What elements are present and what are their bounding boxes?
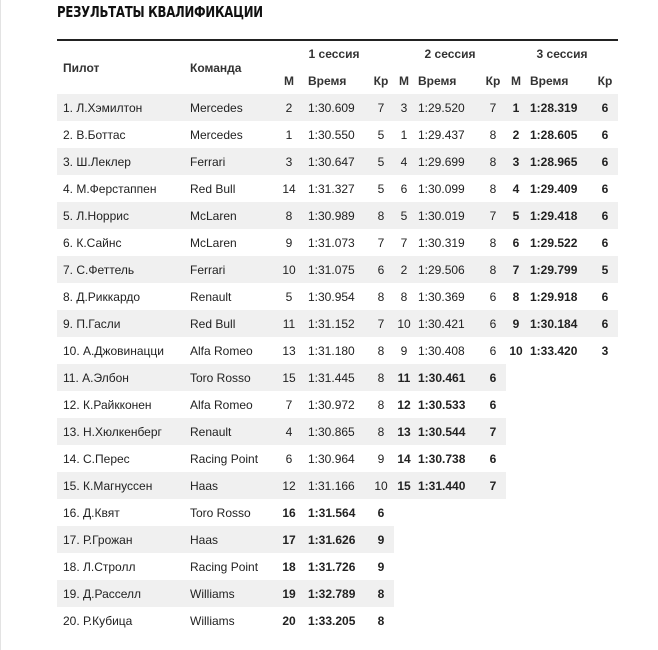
cell-s1-pos: 5 bbox=[285, 289, 293, 304]
cell-s3-pos: 1 bbox=[506, 94, 526, 121]
cell-s1-pos: 16 bbox=[282, 505, 296, 520]
cell-pilot: 7. С.Феттель bbox=[57, 256, 185, 283]
cell-s1-pos: 2 bbox=[274, 94, 304, 121]
cell-pilot: 3. Ш.Леклер bbox=[57, 148, 185, 175]
cell-team: Racing Point bbox=[190, 559, 259, 574]
cell-team: Red Bull bbox=[190, 181, 236, 196]
cell-team: Haas bbox=[185, 472, 274, 499]
cell-s3-laps: 3 bbox=[601, 343, 609, 358]
col-header-s3-laps: Кр bbox=[597, 73, 613, 88]
cell-s1-pos: 19 bbox=[274, 580, 304, 607]
cell-s3-laps: 6 bbox=[592, 148, 618, 175]
cell-team: Racing Point bbox=[190, 451, 259, 466]
table-row bbox=[57, 148, 618, 175]
cell-s2-laps: 6 bbox=[489, 451, 497, 466]
cell-s3-laps: 6 bbox=[601, 181, 609, 196]
cell-pilot: 20. Р.Кубица bbox=[63, 613, 133, 628]
cell-s2-time: 1:30.533 bbox=[418, 397, 466, 412]
cell-s1-time: 1:32.789 bbox=[304, 580, 368, 607]
cell-s1-laps: 7 bbox=[377, 235, 385, 250]
cell-s3-pos: 5 bbox=[506, 202, 526, 229]
cell-s1-pos: 12 bbox=[274, 472, 304, 499]
cell-s1-time: 1:33.205 bbox=[308, 613, 356, 628]
cell-s2-pos: 10 bbox=[394, 310, 414, 337]
cell-s2-time: 1:30.099 bbox=[418, 181, 465, 196]
cell-s1-laps: 7 bbox=[368, 310, 394, 337]
cell-pilot: 5. Л.Норрис bbox=[57, 202, 185, 229]
cell-team: Williams bbox=[190, 613, 235, 628]
cell-s2-laps: 8 bbox=[489, 127, 497, 142]
cell-s1-pos: 4 bbox=[274, 418, 304, 445]
cell-s3-laps: 6 bbox=[601, 235, 609, 250]
cell-s2-laps: 6 bbox=[489, 289, 497, 304]
cell-s3-time: 1:29.522 bbox=[530, 235, 578, 250]
col-header-session-3: 3 сессия bbox=[506, 40, 618, 67]
cell-s3-pos: 4 bbox=[512, 181, 520, 196]
cell-team: Haas bbox=[185, 526, 274, 553]
cell-s2-pos: 1 bbox=[400, 127, 408, 142]
cell-s2-laps: 6 bbox=[489, 397, 497, 412]
cell-s1-time: 1:31.180 bbox=[308, 343, 355, 358]
cell-s2-time: 1:30.319 bbox=[418, 235, 465, 250]
cell-pilot: 13. Н.Хюлкенберг bbox=[57, 418, 185, 445]
cell-s1-laps: 8 bbox=[368, 580, 394, 607]
cell-team: Mercedes bbox=[185, 94, 274, 121]
cell-team: Alfa Romeo bbox=[190, 397, 253, 412]
cell-s1-time: 1:31.073 bbox=[308, 235, 355, 250]
cell-s1-pos: 15 bbox=[274, 364, 304, 391]
cell-team: Renault bbox=[185, 418, 274, 445]
cell-s1-pos: 8 bbox=[274, 202, 304, 229]
header-row-sessions bbox=[57, 40, 618, 67]
qualifying-results-table bbox=[57, 39, 618, 634]
cell-team: Ferrari bbox=[185, 148, 274, 175]
cell-s3-pos: 3 bbox=[506, 148, 526, 175]
cell-s1-time: 1:30.550 bbox=[308, 127, 355, 142]
col-header-team: Команда bbox=[185, 40, 274, 94]
cell-s1-time: 1:31.445 bbox=[304, 364, 368, 391]
cell-s2-time: 1:30.019 bbox=[414, 202, 480, 229]
cell-s2-time: 1:30.461 bbox=[414, 364, 480, 391]
cell-s2-laps: 8 bbox=[489, 235, 497, 250]
cell-s2-time: 1:30.544 bbox=[414, 418, 480, 445]
cell-s2-laps: 7 bbox=[480, 418, 506, 445]
table-row bbox=[57, 283, 618, 310]
cell-s3-pos: 2 bbox=[512, 127, 520, 142]
cell-s3-pos: 10 bbox=[509, 343, 523, 358]
cell-pilot: 18. Л.Стролл bbox=[63, 559, 136, 574]
cell-s1-pos: 17 bbox=[274, 526, 304, 553]
cell-s1-laps: 5 bbox=[368, 148, 394, 175]
cell-s2-laps: 6 bbox=[489, 343, 497, 358]
cell-s2-time: 1:29.699 bbox=[414, 148, 480, 175]
cell-pilot: 12. К.Райкконен bbox=[63, 397, 152, 412]
cell-s2-laps: 7 bbox=[480, 202, 506, 229]
results-body bbox=[57, 94, 618, 634]
cell-s1-laps: 8 bbox=[377, 397, 385, 412]
cell-s2-pos: 5 bbox=[394, 202, 414, 229]
cell-s2-laps: 6 bbox=[480, 364, 506, 391]
cell-s3-laps: 6 bbox=[592, 310, 618, 337]
cell-s2-pos: 13 bbox=[394, 418, 414, 445]
cell-s1-pos: 18 bbox=[282, 559, 296, 574]
cell-team: McLaren bbox=[190, 235, 237, 250]
table-row bbox=[57, 472, 618, 499]
col-header-s1-laps: Кр bbox=[373, 73, 389, 88]
cell-s3-time: 1:33.420 bbox=[530, 343, 578, 358]
table-row bbox=[57, 364, 618, 391]
cell-s2-time: 1:30.421 bbox=[414, 310, 480, 337]
cell-s1-laps: 7 bbox=[368, 94, 394, 121]
col-header-session-1: 1 сессия bbox=[274, 40, 394, 67]
cell-s2-laps: 6 bbox=[480, 310, 506, 337]
cell-s3-laps: 6 bbox=[592, 202, 618, 229]
cell-team: Renault bbox=[190, 289, 232, 304]
cell-s2-time: 1:31.440 bbox=[414, 472, 480, 499]
cell-s1-laps: 8 bbox=[377, 289, 385, 304]
cell-s3-pos: 7 bbox=[506, 256, 526, 283]
cell-s1-pos: 13 bbox=[282, 343, 296, 358]
cell-s1-pos: 10 bbox=[274, 256, 304, 283]
cell-s3-time: 1:29.799 bbox=[526, 256, 592, 283]
cell-s3-time: 1:28.319 bbox=[526, 94, 592, 121]
cell-s2-time: 1:29.506 bbox=[414, 256, 480, 283]
cell-s2-pos: 15 bbox=[394, 472, 414, 499]
table-row bbox=[57, 607, 618, 634]
cell-s1-laps: 8 bbox=[377, 343, 385, 358]
cell-s3-laps: 6 bbox=[601, 127, 609, 142]
table-row bbox=[57, 526, 618, 553]
cell-team: Toro Rosso bbox=[190, 505, 251, 520]
cell-pilot: 19. Д.Расселл bbox=[57, 580, 185, 607]
cell-s3-pos: 8 bbox=[512, 289, 520, 304]
left-border bbox=[0, 0, 1, 650]
cell-s2-laps: 7 bbox=[480, 94, 506, 121]
cell-s1-time: 1:31.327 bbox=[308, 181, 355, 196]
cell-s3-laps: 6 bbox=[592, 94, 618, 121]
cell-pilot: 11. А.Элбон bbox=[57, 364, 185, 391]
cell-s1-time: 1:31.626 bbox=[304, 526, 368, 553]
cell-s1-laps: 5 bbox=[377, 181, 385, 196]
cell-s1-time: 1:31.152 bbox=[304, 310, 368, 337]
table-row bbox=[57, 256, 618, 283]
cell-s2-time: 1:30.369 bbox=[418, 289, 465, 304]
table-row bbox=[57, 391, 618, 418]
cell-s1-pos: 1 bbox=[285, 127, 293, 142]
cell-s2-pos: 11 bbox=[394, 364, 414, 391]
cell-s2-pos: 9 bbox=[400, 343, 408, 358]
cell-s1-time: 1:31.726 bbox=[308, 559, 356, 574]
cell-s1-time: 1:31.166 bbox=[304, 472, 368, 499]
cell-s2-pos: 2 bbox=[394, 256, 414, 283]
cell-s2-laps: 8 bbox=[480, 256, 506, 283]
cell-s1-laps: 9 bbox=[377, 451, 385, 466]
cell-pilot: 2. В.Боттас bbox=[63, 127, 126, 142]
cell-s1-laps: 5 bbox=[377, 127, 385, 142]
table-row bbox=[57, 94, 618, 121]
cell-s1-pos: 6 bbox=[285, 451, 293, 466]
cell-s3-time: 1:29.409 bbox=[530, 181, 578, 196]
cell-s3-pos: 6 bbox=[512, 235, 520, 250]
col-header-s2-pos: М bbox=[399, 73, 409, 88]
cell-s3-pos: 9 bbox=[506, 310, 526, 337]
cell-s1-time: 1:31.564 bbox=[308, 505, 356, 520]
cell-pilot: 16. Д.Квят bbox=[63, 505, 120, 520]
table-row bbox=[57, 499, 618, 526]
cell-s2-laps: 7 bbox=[480, 472, 506, 499]
table-row bbox=[57, 121, 618, 148]
table-row bbox=[57, 202, 618, 229]
col-header-session-2: 2 сессия bbox=[394, 40, 506, 67]
cell-s2-pos: 3 bbox=[394, 94, 414, 121]
cell-s1-pos: 9 bbox=[285, 235, 293, 250]
cell-s1-laps: 9 bbox=[377, 559, 385, 574]
cell-s3-laps: 6 bbox=[601, 289, 609, 304]
cell-pilot: 14. С.Перес bbox=[63, 451, 130, 466]
cell-s3-time: 1:29.918 bbox=[530, 289, 578, 304]
cell-s2-pos: 7 bbox=[400, 235, 408, 250]
cell-s2-laps: 8 bbox=[480, 148, 506, 175]
cell-pilot: 8. Д.Риккардо bbox=[63, 289, 141, 304]
cell-team: Alfa Romeo bbox=[190, 343, 253, 358]
table-row bbox=[57, 337, 618, 364]
cell-pilot: 4. М.Ферстаппен bbox=[63, 181, 157, 196]
col-header-s3-pos: М bbox=[511, 73, 521, 88]
table-row bbox=[57, 175, 618, 202]
table-row bbox=[57, 229, 618, 256]
cell-team: Williams bbox=[185, 580, 274, 607]
cell-pilot: 1. Л.Хэмилтон bbox=[57, 94, 185, 121]
cell-s1-laps: 8 bbox=[377, 613, 385, 628]
cell-s1-time: 1:30.954 bbox=[308, 289, 355, 304]
cell-team: McLaren bbox=[185, 202, 274, 229]
cell-s1-time: 1:31.075 bbox=[304, 256, 368, 283]
cell-s3-time: 1:29.418 bbox=[526, 202, 592, 229]
cell-s1-time: 1:30.989 bbox=[304, 202, 368, 229]
table-row bbox=[57, 418, 618, 445]
cell-team: Red Bull bbox=[185, 310, 274, 337]
cell-s2-pos: 12 bbox=[397, 397, 411, 412]
cell-s1-pos: 14 bbox=[282, 181, 296, 196]
cell-s2-pos: 8 bbox=[400, 289, 408, 304]
cell-s2-time: 1:30.408 bbox=[418, 343, 465, 358]
cell-s3-time: 1:28.605 bbox=[530, 127, 578, 142]
cell-pilot: 17. Р.Грожан bbox=[57, 526, 185, 553]
table-row bbox=[57, 553, 618, 580]
cell-s2-pos: 4 bbox=[394, 148, 414, 175]
cell-s2-pos: 6 bbox=[400, 181, 408, 196]
cell-s1-time: 1:30.865 bbox=[304, 418, 368, 445]
cell-s1-pos: 20 bbox=[282, 613, 296, 628]
col-header-s2-time: Время bbox=[418, 73, 457, 88]
table-row bbox=[57, 310, 618, 337]
cell-pilot: 10. А.Джовинацци bbox=[63, 343, 165, 358]
cell-s1-time: 1:30.609 bbox=[304, 94, 368, 121]
table-row bbox=[57, 580, 618, 607]
cell-pilot: 9. П.Гасли bbox=[57, 310, 185, 337]
cell-s3-time: 1:30.184 bbox=[526, 310, 592, 337]
cell-s1-time: 1:30.964 bbox=[308, 451, 355, 466]
table-row bbox=[57, 445, 618, 472]
cell-s1-laps: 8 bbox=[368, 418, 394, 445]
cell-team: Toro Rosso bbox=[185, 364, 274, 391]
cell-s2-time: 1:30.738 bbox=[418, 451, 466, 466]
cell-s3-time: 1:28.965 bbox=[526, 148, 592, 175]
cell-s2-pos: 14 bbox=[397, 451, 411, 466]
cell-s1-time: 1:30.647 bbox=[304, 148, 368, 175]
cell-pilot: 6. К.Сайнс bbox=[63, 235, 122, 250]
cell-s1-laps: 8 bbox=[368, 202, 394, 229]
cell-pilot: 15. К.Магнуссен bbox=[57, 472, 185, 499]
cell-s1-pos: 11 bbox=[274, 310, 304, 337]
col-header-s1-pos: М bbox=[284, 73, 294, 88]
cell-s2-laps: 8 bbox=[489, 181, 497, 196]
cell-s1-laps: 9 bbox=[368, 526, 394, 553]
cell-s1-time: 1:30.972 bbox=[308, 397, 355, 412]
page-title: РЕЗУЛЬТАТЫ КВАЛИФИКАЦИИ bbox=[57, 3, 263, 21]
cell-s1-pos: 3 bbox=[274, 148, 304, 175]
cell-s1-laps: 6 bbox=[368, 256, 394, 283]
cell-s1-laps: 10 bbox=[368, 472, 394, 499]
cell-s1-laps: 6 bbox=[377, 505, 385, 520]
col-header-s3-time: Время bbox=[530, 73, 569, 88]
cell-s2-time: 1:29.520 bbox=[414, 94, 480, 121]
col-header-s2-laps: Кр bbox=[485, 73, 501, 88]
cell-s1-pos: 7 bbox=[285, 397, 293, 412]
cell-team: Ferrari bbox=[185, 256, 274, 283]
cell-s2-time: 1:29.437 bbox=[418, 127, 465, 142]
col-header-s1-time: Время bbox=[308, 73, 347, 88]
cell-s3-laps: 5 bbox=[592, 256, 618, 283]
cell-s1-laps: 8 bbox=[368, 364, 394, 391]
cell-team: Mercedes bbox=[190, 127, 243, 142]
col-header-pilot: Пилот bbox=[57, 40, 185, 94]
